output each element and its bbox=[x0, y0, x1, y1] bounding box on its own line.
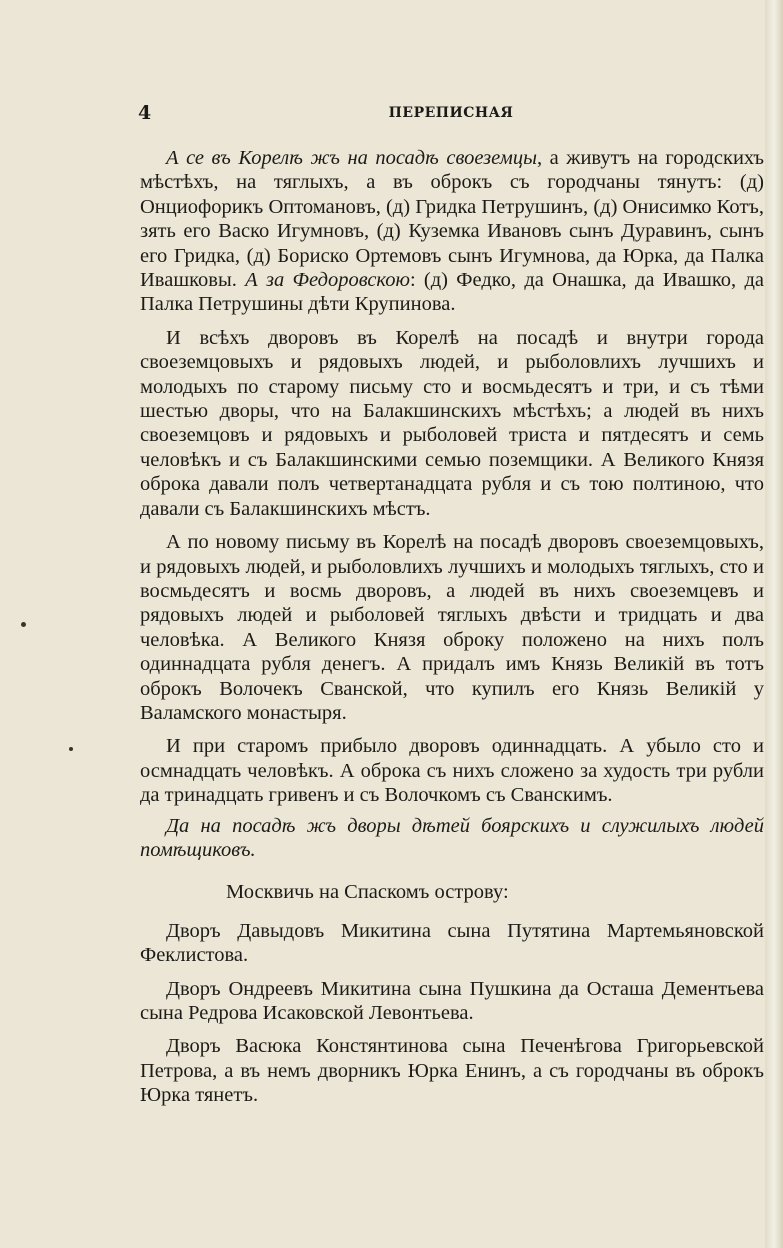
paragraph-new-census: А по новому письму въ Корелѣ на посадѣ дворовъ своеземцовыхъ, и рядовыхъ людей, и рыболовлихъ лучшихъ и молодыхъ тяглыхъ, сто и восмьдесятъ и восмь дворовъ, а людей въ нихъ своеземцевъ и рядовыхъ людей и рыболовей тяглыхъ двѣсти и тридцать и два человѣка. А Великого Князя оброку положено на нихъ полъ одиннадцата рубля денегъ. А придалъ имъ Князь Великій въ тотъ оброкъ Волочекъ Сванской, что купилъ его Князь Великій у Валамского монастыря. bbox=[140, 531, 764, 724]
italic-heading: Да на посадѣ жъ дворы дѣтей боярскихъ и служилыхъ людей помѣщиковъ. bbox=[140, 814, 764, 861]
italic-heading: А за Федоровскою bbox=[245, 269, 410, 292]
paragraph-korela-landowners bbox=[140, 146, 764, 317]
running-title: ПЕРЕПИСНАЯ bbox=[388, 105, 514, 121]
paragraph-boyar-children bbox=[140, 814, 764, 863]
page-edge bbox=[765, 0, 783, 1248]
paragraph-text: : (д) Федко, да Онашка, да Ивашко, да Палка Петрушины дѣти Крупинова. bbox=[140, 269, 764, 316]
section-heading-muscovites: Москвичь на Спаскомъ острову: bbox=[226, 881, 509, 904]
paragraph-yard-ondreev: Дворъ Ондреевъ Микитина сына Пушкина да Осташа Дементьева сына Редрова Исаковской Левонтьева. bbox=[140, 977, 764, 1024]
page-header bbox=[138, 102, 764, 128]
paper-speck bbox=[69, 747, 73, 751]
italic-heading: А се въ Корелѣ жъ на посадѣ своеземцы bbox=[166, 147, 537, 169]
paper-speck bbox=[21, 622, 26, 627]
body-text bbox=[140, 146, 764, 1117]
paragraph-yard-vasyuk: Дворъ Васюка Констянтинова сына Печенѣгова Григорьевской Петрова, а въ немъ дворникъ Юрка Енинъ, а съ городчаны въ оброкъ Юрка тянетъ. bbox=[140, 1035, 764, 1107]
page-number: 4 bbox=[138, 102, 152, 124]
paragraph-yard-davydov: Дворъ Давыдовъ Микитина сына Путятина Мартемьяновской Феклистова. bbox=[140, 919, 764, 967]
paragraph-change: И при старомъ прибыло дворовъ одиннадцать. А убыло сто и осмнадцать человѣкъ. А оброка съ нихъ сложено за худость три рубли да тринадцать гривенъ и съ Волочкомъ съ Сванскимъ. bbox=[140, 735, 764, 807]
paragraph-text: , а живутъ на городскихъ мѣстѣхъ, на тяглыхъ, а въ оброкъ съ городчаны тянутъ: (д) Онциофорикъ Оптомановъ, (д) Гридка Петрушинъ, (д) Онисимко Котъ, зять его Васко Игумновъ, (д) Куземка Ивановъ сынъ Дуравинъ, сынъ его Гридка, (д) Бориско Ортемовъ сынъ Игумнова, да Юрка, да Палка Ивашковы. bbox=[140, 147, 764, 292]
paragraph-old-census: И всѣхъ дворовъ въ Корелѣ на посадѣ и внутри города своеземцовыхъ и рядовыхъ людей, и рыболовлихъ лучшихъ и молодыхъ по старому письму сто и восмьдесятъ и три, и съ тѣми шестью дворы, что на Балакшинскихъ мѣстѣхъ; а людей въ нихъ своеземцовъ и рядовыхъ и рыболовей триста и пятдесятъ и семь человѣкъ и съ Балакшинскими семью поземщики. А Великого Князя оброка давали полъ четвертанадцата рубля и съ тою полтиною, что давали съ Балакшинскихъ мѣстъ. bbox=[140, 326, 764, 520]
